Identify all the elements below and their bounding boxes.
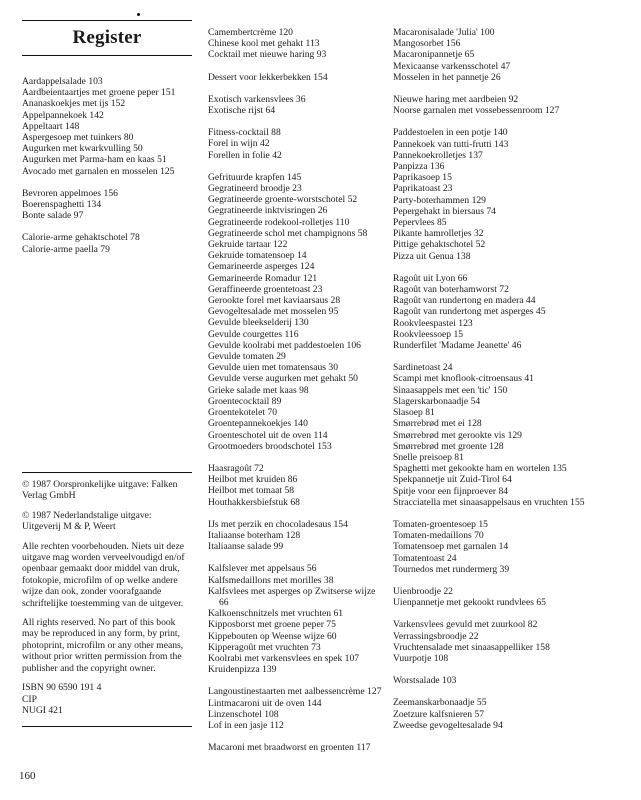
index-entry: Calorie-arme paella 79 bbox=[22, 243, 110, 255]
index-entry: Exotisch varkensvlees 36 bbox=[208, 93, 306, 105]
index-entry: Aardbeientaartjes met groene peper 151 bbox=[22, 87, 176, 99]
index-entry: Bevroren appelmoes 156 bbox=[22, 187, 118, 199]
index-entry: Pikante hamrolletjes 32 bbox=[393, 228, 484, 240]
index-group bbox=[22, 76, 192, 177]
index-entry: Forel in wijn 42 bbox=[208, 138, 270, 150]
index-group bbox=[208, 27, 386, 61]
index-entry: Pizza uit Genua 138 bbox=[393, 250, 471, 262]
index-group bbox=[22, 188, 192, 222]
index-entry: Panpizza 136 bbox=[393, 161, 445, 173]
index-entry: Grootmoeders broodschotel 153 bbox=[208, 440, 332, 452]
index-entry: Sardinetoast 24 bbox=[393, 362, 453, 374]
index-entry: Ragoût van boterhamworst 72 bbox=[393, 284, 509, 296]
index-entry: Koolrabi met varkensvlees en spek 107 bbox=[208, 652, 360, 664]
index-entry: Runderfilet 'Madame Jeanette' 46 bbox=[393, 340, 522, 352]
index-entry: Varkensvlees gevuld met zuurkool 82 bbox=[393, 619, 538, 631]
index-entry: Paddestoelen in een potje 140 bbox=[393, 127, 508, 139]
index-entry: Zweedse gevogeltesalade 94 bbox=[393, 719, 503, 731]
index-entry: Mangosorbet 156 bbox=[393, 38, 461, 50]
index-entry: Kipperagoût met vruchten 73 bbox=[208, 641, 321, 653]
index-entry: Gegratineerde groente-worstschotel 52 bbox=[208, 194, 358, 206]
index-entry: Spekpannetje uit Zuid-Tirol 64 bbox=[393, 474, 512, 486]
index-entry: Macaroni met braadworst en groenten 117 bbox=[208, 742, 371, 754]
index-entry: Langoustinestaarten met aalbessencrème 127 bbox=[208, 686, 382, 698]
index-entry: Uienpannetje met gekookt rundvlees 65 bbox=[393, 597, 546, 609]
index-entry: Linzenschotel 108 bbox=[208, 708, 279, 720]
index-entry: Gegratineerde schol met champignons 58 bbox=[208, 227, 368, 239]
index-entry: Snelle preisoep 81 bbox=[393, 451, 464, 463]
index-entry: Kalkoenschnitzels met vruchten 61 bbox=[208, 608, 344, 620]
index-entry: Party-boterhammen 129 bbox=[393, 194, 486, 206]
index-group bbox=[393, 27, 633, 83]
index-entry: Heilbot met tomaat 58 bbox=[208, 485, 295, 497]
index-entry: Pepervlees 85 bbox=[393, 217, 447, 229]
colophon-paragraph: © 1987 Oorspronkelijke uitgave: Falken Verlag GmbH bbox=[22, 479, 178, 502]
index-entry: Aardappelsalade 103 bbox=[22, 76, 103, 87]
printer-dot bbox=[137, 13, 140, 16]
index-entry: Aspergesoep met tuinkers 80 bbox=[22, 132, 134, 144]
index-entry: Dessert voor lekkerbekken 154 bbox=[208, 71, 328, 83]
index-entry: Zoetzure kalfsnieren 57 bbox=[393, 708, 485, 720]
index-entry: Forellen in folie 42 bbox=[208, 149, 282, 161]
index-entry: Italiaanse salade 99 bbox=[208, 541, 284, 553]
colophon-rule-bottom bbox=[22, 726, 192, 727]
index-entry: Houthakkersbiefstuk 68 bbox=[208, 496, 300, 508]
index-entry: Macaronisalade 'Julia' 100 bbox=[393, 27, 495, 38]
index-entry: Worstsalade 103 bbox=[393, 675, 457, 687]
index-entry: Stracciatella met sinaasappelsaus en vruchten 155 bbox=[393, 496, 585, 508]
index-entry: Zeemanskarbonaadje 55 bbox=[393, 697, 487, 709]
index-entry: Pepergehakt in biersaus 74 bbox=[393, 205, 496, 217]
index-group bbox=[208, 742, 386, 753]
title-rule-top bbox=[22, 20, 192, 21]
index-entry: Kipposborst met groene peper 75 bbox=[208, 619, 336, 631]
page-title: Register bbox=[72, 27, 142, 48]
index-entry: Mosselen in het pannetje 26 bbox=[393, 71, 501, 83]
index-entry: IJs met perzik en chocoladesaus 154 bbox=[208, 518, 348, 530]
index-entry: Tomaten-medaillons 70 bbox=[393, 530, 484, 542]
index-entry: Haasragoût 72 bbox=[208, 462, 264, 474]
index-entry: Ragoût van rundertong en madera 44 bbox=[393, 295, 536, 307]
title-rule-bottom bbox=[22, 55, 192, 56]
index-group bbox=[22, 232, 192, 254]
index-entry: Gevulde uien met tomatensaus 30 bbox=[208, 362, 339, 374]
index-entry: Kalfsvlees met asperges op Zwitserse wijze 66 bbox=[208, 585, 376, 608]
index-entry: Spitje voor een fijnproever 84 bbox=[393, 485, 509, 497]
index-entry: Lof in een jasje 112 bbox=[208, 719, 284, 731]
colophon-paragraph: All rights reserved. No part of this book may be reproduced in any form, by print, photoprint, microfilm or any other means, without prior written permission from the publisher and the copyright owner. bbox=[22, 617, 184, 674]
index-entry: Slagerskarbonaadje 54 bbox=[393, 395, 481, 407]
index-entry: Verrassingsbroodje 22 bbox=[393, 630, 479, 642]
index-group bbox=[393, 127, 633, 261]
colophon-paragraph: ISBN 90 6590 191 4 CIP NUGI 421 bbox=[22, 682, 102, 716]
index-entry: Gevulde koolrabi met paddestoelen 106 bbox=[208, 339, 361, 351]
index-entry: Slasoep 81 bbox=[393, 407, 435, 419]
index-entry: Kippebouten op Weense wijze 60 bbox=[208, 630, 337, 642]
index-entry: Grieke salade met kaas 98 bbox=[208, 384, 309, 396]
index-entry: Gegratineerd broodje 23 bbox=[208, 183, 302, 195]
index-group bbox=[393, 697, 633, 731]
index-entry: Boerenspaghetti 134 bbox=[22, 199, 102, 211]
index-entry: Kalfslever met appelsaus 56 bbox=[208, 563, 317, 575]
index-group bbox=[393, 619, 633, 664]
index-entry: Gevulde tomaten 29 bbox=[208, 351, 286, 363]
index-group bbox=[393, 94, 633, 116]
index-group bbox=[393, 586, 633, 608]
index-entry: Scampi met knoflook-citroensaus 41 bbox=[393, 373, 534, 385]
index-column-1 bbox=[22, 76, 192, 266]
index-group bbox=[393, 519, 633, 575]
colophon-paragraph: © 1987 Nederlandstalige uitgave: Uitgeverij M & P, Weert bbox=[22, 509, 152, 533]
index-group bbox=[208, 172, 386, 452]
index-entry: Smørrebrød met groente 128 bbox=[393, 440, 504, 452]
index-entry: Lintmacaroni uit de oven 144 bbox=[208, 697, 322, 709]
index-entry: Gerookte forel met kaviaarsaus 28 bbox=[208, 295, 341, 307]
index-entry: Gevulde verse augurken met gehakt 50 bbox=[208, 373, 358, 385]
index-group bbox=[208, 127, 386, 161]
index-entry: Exotische rijst 64 bbox=[208, 105, 276, 117]
index-entry: Spaghetti met gekookte ham en wortelen 135 bbox=[393, 463, 567, 475]
index-entry: Pittige gehaktschotel 52 bbox=[393, 239, 486, 251]
index-entry: Augurken met Parma-ham en kaas 51 bbox=[22, 154, 167, 166]
index-entry: Vuurpotje 108 bbox=[393, 652, 449, 664]
index-group bbox=[208, 463, 386, 508]
index-entry: Smørrebrød met ei 128 bbox=[393, 418, 482, 430]
index-entry: Groenteschotel uit de oven 114 bbox=[208, 429, 328, 441]
index-entry: Augurken met kwarkvulling 50 bbox=[22, 143, 143, 155]
index-entry: Chinese kool met gehakt 113 bbox=[208, 38, 320, 50]
index-entry: Tomatentoast 24 bbox=[393, 552, 457, 564]
index-entry: Calorie-arme gehaktschotel 78 bbox=[22, 232, 140, 244]
index-entry: Gegratineerde inktvisringen 26 bbox=[208, 205, 328, 217]
index-entry: Nieuwe haring met aardbeien 92 bbox=[393, 94, 519, 106]
index-entry: Gekruide tartaar 122 bbox=[208, 239, 288, 251]
index-entry: Kruidenpizza 139 bbox=[208, 664, 277, 676]
index-entry: Groentecocktail 89 bbox=[208, 395, 282, 407]
index-entry: Smørrebrød met gerookte vis 129 bbox=[393, 429, 522, 441]
index-entry: Rookvleespastei 123 bbox=[393, 317, 473, 329]
index-entry: Macaronipannetje 65 bbox=[393, 49, 475, 61]
index-entry: Camembertcrème 120 bbox=[208, 27, 293, 38]
index-entry: Avocado met garnalen en mosselen 125 bbox=[22, 165, 175, 177]
index-group bbox=[208, 519, 386, 553]
colophon bbox=[22, 472, 192, 727]
index-entry: Gemarineerde Romadur 121 bbox=[208, 272, 318, 284]
index-entry: Gegratineerde rodekool-rolletjes 110 bbox=[208, 216, 350, 228]
page-number: 160 bbox=[19, 770, 36, 782]
index-entry: Paprikasoep 15 bbox=[393, 172, 452, 184]
colophon-rule-top bbox=[22, 472, 192, 473]
index-entry: Sinaasappels met een 'tic' 150 bbox=[393, 384, 508, 396]
index-entry: Tomatensoep met garnalen 14 bbox=[393, 541, 509, 553]
index-group bbox=[208, 94, 386, 116]
index-entry: Italiaanse boterham 128 bbox=[208, 529, 301, 541]
index-entry: Gevulde bleekselderij 130 bbox=[208, 317, 309, 329]
index-column-2 bbox=[208, 27, 386, 764]
index-entry: Gevulde courgettes 116 bbox=[208, 328, 299, 340]
index-entry: Mexicaanse varkensschotel 47 bbox=[393, 60, 511, 72]
index-entry: Gefrituurde krapfen 145 bbox=[208, 171, 302, 183]
index-entry: Ananaskoekjes met ijs 152 bbox=[22, 98, 126, 110]
index-group bbox=[393, 362, 633, 508]
index-group bbox=[208, 563, 386, 675]
index-entry: Bonte salade 97 bbox=[22, 210, 84, 222]
index-entry: Pannekoek van tutti-frutti 143 bbox=[393, 138, 509, 150]
index-entry: Ragoût van rundertong met asperges 45 bbox=[393, 306, 546, 318]
index-entry: Ragoût uit Lyon 66 bbox=[393, 272, 468, 284]
index-entry: Noorse garnalen met vossebessenroom 127 bbox=[393, 105, 560, 117]
index-entry: Appelpannekoek 142 bbox=[22, 109, 104, 121]
index-entry: Fitness-cocktail 88 bbox=[208, 127, 281, 139]
index-column-3 bbox=[393, 27, 633, 742]
index-entry: Uienbroodje 22 bbox=[393, 585, 453, 597]
colophon-paragraph: Alle rechten voorbehouden. Niets uit deze uitgave mag worden verveelvoudigd en/of openbaar gemaakt door middel van druk, fotokopie, microfilm of op welke andere wijze dan ook, zonder voorafgaande schriftelijke toestemming van de uitgever. bbox=[22, 540, 185, 609]
index-group bbox=[393, 675, 633, 686]
index-entry: Kalfsmedaillons met morilles 38 bbox=[208, 574, 334, 586]
index-entry: Vruchtensalade met sinaasappelliker 158 bbox=[393, 641, 550, 653]
index-group bbox=[208, 686, 386, 731]
index-entry: Cocktail met nieuwe haring 93 bbox=[208, 49, 327, 61]
index-group bbox=[393, 273, 633, 351]
index-entry: Gemarineerde asperges 124 bbox=[208, 261, 315, 273]
title-box bbox=[22, 20, 192, 56]
index-entry: Tomaten-groentesoep 15 bbox=[393, 518, 488, 530]
index-entry: Tournedos met rundermerg 39 bbox=[393, 563, 510, 575]
index-entry: Appeltaart 148 bbox=[22, 120, 80, 132]
index-entry: Rookvleessoep 15 bbox=[393, 328, 464, 340]
index-entry: Heilbot met kruiden 86 bbox=[208, 474, 298, 486]
index-entry: Groentepannekoekjes 140 bbox=[208, 418, 308, 430]
index-entry: Paprikatoast 23 bbox=[393, 183, 453, 195]
index-entry: Gekruide tomatensoep 14 bbox=[208, 250, 307, 262]
index-entry: Geraffineerde groentetoast 23 bbox=[208, 283, 323, 295]
index-entry: Groentekotelet 70 bbox=[208, 407, 277, 419]
index-group bbox=[208, 72, 386, 83]
index-entry: Gevogeltesalade met mosselen 95 bbox=[208, 306, 339, 318]
index-entry: Pannekoekrolletjes 137 bbox=[393, 149, 483, 161]
